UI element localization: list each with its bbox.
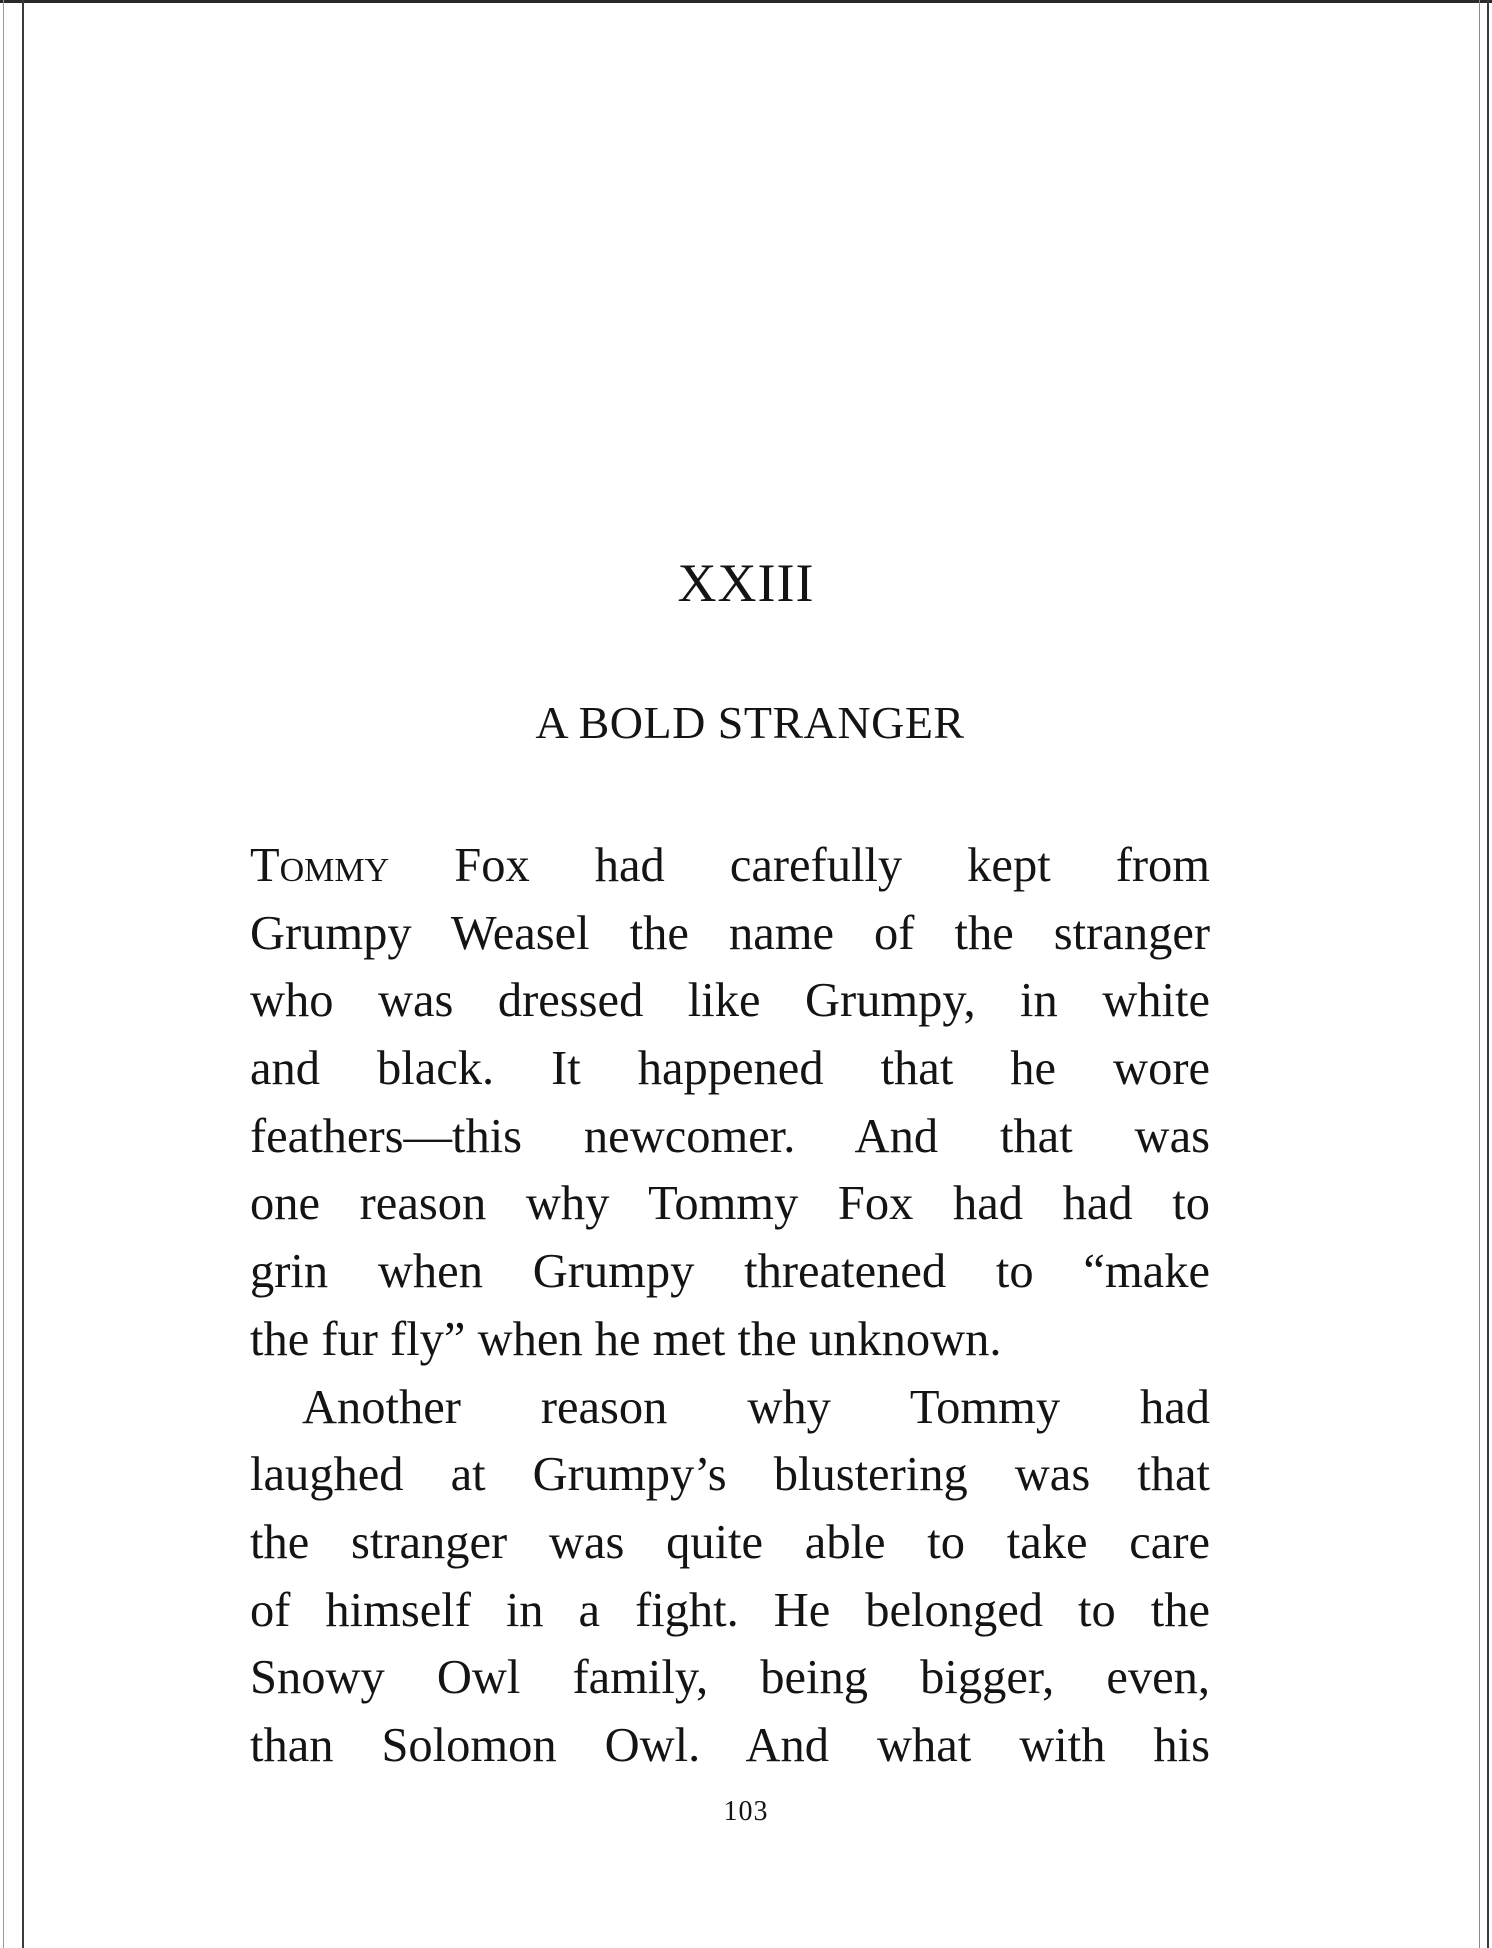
chapter-number: XXIII — [677, 553, 815, 613]
page-edge-right-inner — [1479, 0, 1480, 1948]
paragraph-2-line: Another reason why Tommy had — [302, 1380, 1210, 1434]
chapter-title-text: A BOLD STRANGER — [535, 697, 965, 748]
page-edge-left — [22, 0, 24, 1948]
paragraph-2-line: the stranger was quite able to take care — [250, 1515, 1210, 1569]
paragraph-2-line: of himself in a fight. He belonged to the — [250, 1583, 1210, 1637]
paragraph-1-line — [250, 832, 1210, 900]
page-number: 103 — [723, 1796, 769, 1827]
paragraph-2-line: Snowy Owl family, being bigger, even, — [250, 1651, 1210, 1705]
paragraph-1-line: one reason why Tommy Fox had had to — [250, 1177, 1210, 1231]
paragraph-1-line: and black. It happened that he wore — [250, 1042, 1210, 1096]
paragraph-1-line: feathers—this newcomer. And that was — [250, 1109, 1210, 1163]
page-edge-right — [1487, 0, 1489, 1948]
paragraph-2-line: than Solomon Owl. And what with his — [250, 1718, 1210, 1772]
paragraph-1-line: Grumpy Weasel the name of the stranger — [250, 906, 1210, 960]
chapter-title — [0, 697, 1492, 748]
page-edge-left-outer — [3, 0, 4, 1948]
body-text — [250, 832, 1210, 1780]
paragraph-1-line-1-rest: Fox had carefully kept from — [389, 839, 1210, 892]
page-edge-top — [0, 0, 1492, 3]
paragraph-1-line: grin when Grumpy threatened to “make — [250, 1245, 1210, 1299]
paragraph-2-line: laughed at Grumpy’s blustering was that — [250, 1448, 1210, 1502]
paragraph-1-line: the fur fly” when he met the unknown. — [250, 1312, 1002, 1366]
drop-smallcaps-name: Tommy — [250, 839, 390, 892]
paragraph-1-line: who was dressed like Grumpy, in white — [250, 974, 1210, 1028]
